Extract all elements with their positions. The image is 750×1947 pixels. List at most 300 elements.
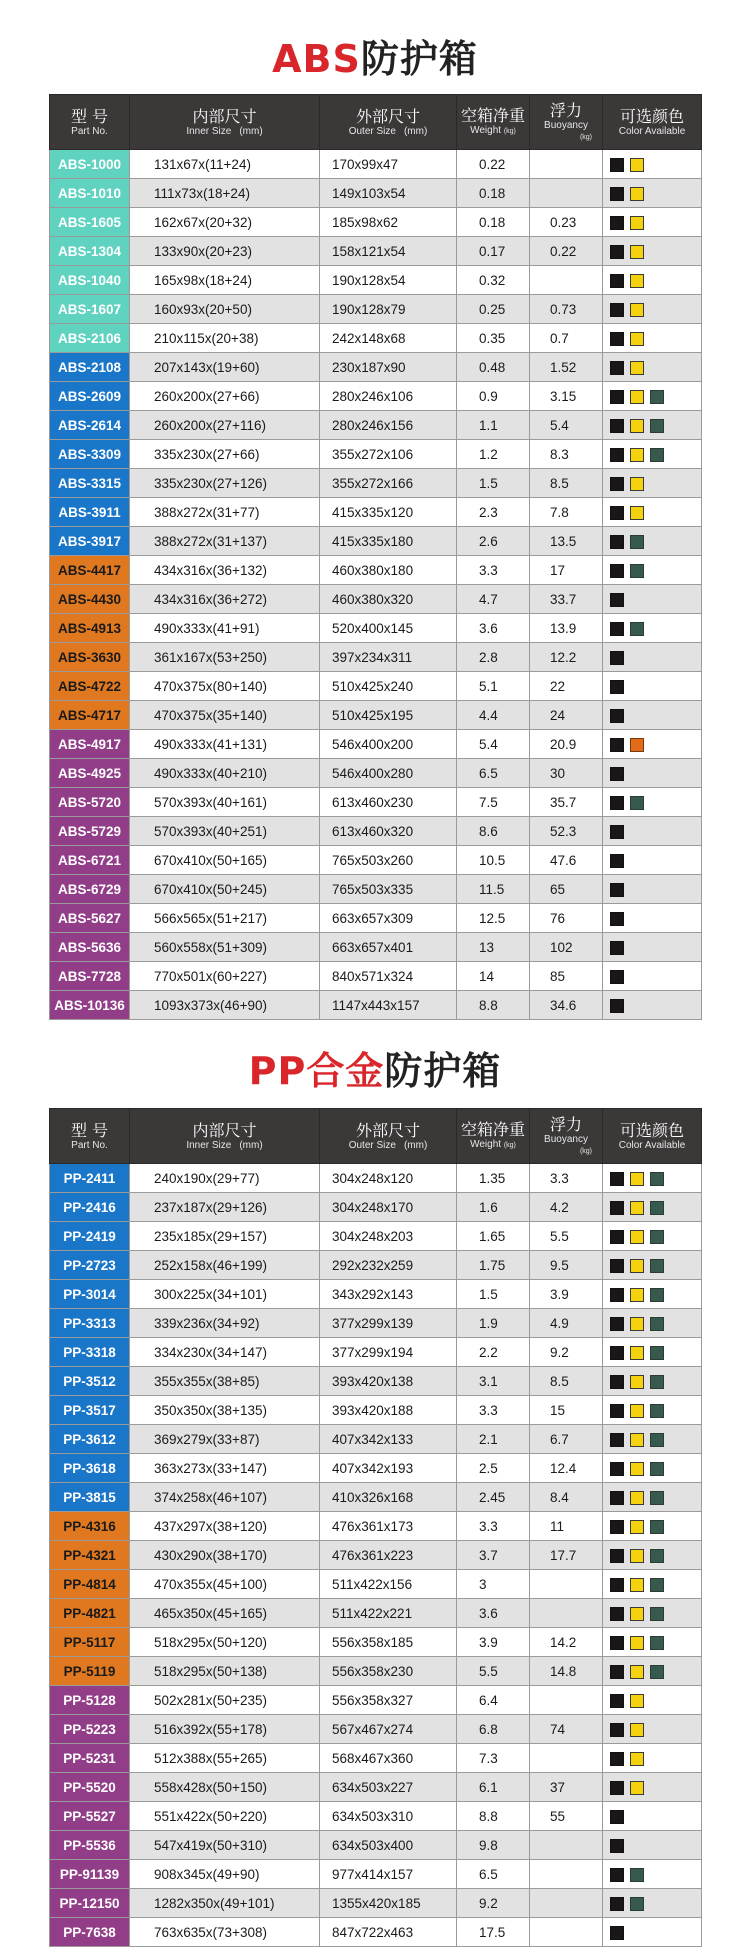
model-cell: PP-5119 xyxy=(50,1657,130,1686)
black-color-swatch xyxy=(610,1230,624,1244)
outer-size-cell: 377x299x194 xyxy=(320,1338,457,1367)
table-row xyxy=(50,498,702,527)
inner-size-cell: 570x393x(40+161) xyxy=(130,788,320,817)
buoyancy-cell: 20.9 xyxy=(530,730,603,759)
inner-size-cell: 470x375x(35+140) xyxy=(130,701,320,730)
black-color-swatch xyxy=(610,216,624,230)
outer-size-cell: 304x248x170 xyxy=(320,1193,457,1222)
table-row xyxy=(50,1280,702,1309)
inner-size-cell: 670x410x(50+245) xyxy=(130,875,320,904)
outer-size-cell: 546x400x280 xyxy=(320,759,457,788)
black-color-swatch xyxy=(610,1897,624,1911)
table-row xyxy=(50,1338,702,1367)
black-color-swatch xyxy=(610,332,624,346)
black-color-swatch xyxy=(610,1404,624,1418)
model-cell: ABS-3309 xyxy=(50,440,130,469)
table-row xyxy=(50,469,702,498)
outer-size-cell: 304x248x120 xyxy=(320,1164,457,1193)
green-color-swatch xyxy=(650,1520,664,1534)
weight-cell: 0.18 xyxy=(457,179,530,208)
weight-cell: 6.5 xyxy=(457,1860,530,1889)
buoyancy-cell: 11 xyxy=(530,1512,603,1541)
black-color-swatch xyxy=(610,738,624,752)
model-cell: ABS-2106 xyxy=(50,324,130,353)
model-cell: PP-4316 xyxy=(50,1512,130,1541)
outer-size-cell: 1355x420x185 xyxy=(320,1889,457,1918)
yellow-color-swatch xyxy=(630,506,644,520)
black-color-swatch xyxy=(610,564,624,578)
table-row xyxy=(50,1454,702,1483)
yellow-color-swatch xyxy=(630,274,644,288)
inner-size-cell: 374x258x(46+107) xyxy=(130,1483,320,1512)
outer-size-cell: 377x299x139 xyxy=(320,1309,457,1338)
color-swatches-cell xyxy=(603,614,702,643)
black-color-swatch xyxy=(610,1607,624,1621)
model-cell: ABS-5729 xyxy=(50,817,130,846)
buoyancy-cell: 14.8 xyxy=(530,1657,603,1686)
yellow-color-swatch xyxy=(630,1723,644,1737)
table-row xyxy=(50,1686,702,1715)
green-color-swatch xyxy=(650,1462,664,1476)
green-color-swatch xyxy=(650,419,664,433)
green-color-swatch xyxy=(630,1897,644,1911)
table-row xyxy=(50,1483,702,1512)
inner-size-cell: 335x230x(27+126) xyxy=(130,469,320,498)
color-swatches-cell xyxy=(603,933,702,962)
table-row xyxy=(50,933,702,962)
model-cell: PP-5223 xyxy=(50,1715,130,1744)
table-row xyxy=(50,1309,702,1338)
color-swatches-cell xyxy=(603,1715,702,1744)
yellow-color-swatch xyxy=(630,1201,644,1215)
black-color-swatch xyxy=(610,535,624,549)
black-color-swatch xyxy=(610,1926,624,1940)
buoyancy-cell: 8.4 xyxy=(530,1483,603,1512)
color-swatches-cell xyxy=(603,150,702,179)
buoyancy-cell: 74 xyxy=(530,1715,603,1744)
color-swatches-cell xyxy=(603,266,702,295)
color-swatches-cell xyxy=(603,1512,702,1541)
weight-cell: 0.9 xyxy=(457,382,530,411)
black-color-swatch xyxy=(610,274,624,288)
green-color-swatch xyxy=(650,1549,664,1563)
weight-cell: 1.5 xyxy=(457,469,530,498)
table-row xyxy=(50,962,702,991)
black-color-swatch xyxy=(610,680,624,694)
green-color-swatch xyxy=(630,622,644,636)
outer-size-cell: 567x467x274 xyxy=(320,1715,457,1744)
outer-size-cell: 1147x443x157 xyxy=(320,991,457,1020)
inner-size-cell: 260x200x(27+66) xyxy=(130,382,320,411)
color-swatches-cell xyxy=(603,1483,702,1512)
buoyancy-cell: 12.4 xyxy=(530,1454,603,1483)
buoyancy-cell: 3.3 xyxy=(530,1164,603,1193)
color-swatches-cell xyxy=(603,1889,702,1918)
color-swatches-cell xyxy=(603,1628,702,1657)
abs-header-row xyxy=(50,95,702,150)
green-color-swatch xyxy=(650,1433,664,1447)
inner-size-cell: 207x143x(19+60) xyxy=(130,353,320,382)
black-color-swatch xyxy=(610,854,624,868)
inner-size-cell: 558x428x(50+150) xyxy=(130,1773,320,1802)
table-row xyxy=(50,1164,702,1193)
outer-size-cell: 556x358x230 xyxy=(320,1657,457,1686)
inner-size-cell: 300x225x(34+101) xyxy=(130,1280,320,1309)
weight-cell: 3.3 xyxy=(457,556,530,585)
color-swatches-cell xyxy=(603,353,702,382)
black-color-swatch xyxy=(610,1578,624,1592)
yellow-color-swatch xyxy=(630,1752,644,1766)
outer-size-cell: 840x571x324 xyxy=(320,962,457,991)
green-color-swatch xyxy=(650,1665,664,1679)
model-cell: PP-4821 xyxy=(50,1599,130,1628)
table-row xyxy=(50,730,702,759)
outer-size-cell: 280x246x106 xyxy=(320,382,457,411)
black-color-swatch xyxy=(610,361,624,375)
model-cell: ABS-1000 xyxy=(50,150,130,179)
header-color: 可选颜色 Color Available xyxy=(603,1109,702,1164)
inner-size-cell: 434x316x(36+272) xyxy=(130,585,320,614)
buoyancy-cell xyxy=(530,179,603,208)
color-swatches-cell xyxy=(603,1686,702,1715)
color-swatches-cell xyxy=(603,1657,702,1686)
table-row xyxy=(50,614,702,643)
header-model: 型 号 Part No. xyxy=(50,95,130,150)
table-row xyxy=(50,1831,702,1860)
black-color-swatch xyxy=(610,767,624,781)
black-color-swatch xyxy=(610,1723,624,1737)
outer-size-cell: 190x128x79 xyxy=(320,295,457,324)
weight-cell: 10.5 xyxy=(457,846,530,875)
weight-cell: 1.65 xyxy=(457,1222,530,1251)
black-color-swatch xyxy=(610,709,624,723)
inner-size-cell: 388x272x(31+77) xyxy=(130,498,320,527)
weight-cell: 2.5 xyxy=(457,1454,530,1483)
buoyancy-cell: 8.3 xyxy=(530,440,603,469)
buoyancy-cell: 3.15 xyxy=(530,382,603,411)
black-color-swatch xyxy=(610,593,624,607)
table-row xyxy=(50,237,702,266)
buoyancy-cell: 22 xyxy=(530,672,603,701)
model-cell: PP-3014 xyxy=(50,1280,130,1309)
model-cell: PP-3517 xyxy=(50,1396,130,1425)
black-color-swatch xyxy=(610,1201,624,1215)
inner-size-cell: 763x635x(73+308) xyxy=(130,1918,320,1947)
weight-cell: 1.6 xyxy=(457,1193,530,1222)
buoyancy-cell: 76 xyxy=(530,904,603,933)
black-color-swatch xyxy=(610,999,624,1013)
color-swatches-cell xyxy=(603,1396,702,1425)
inner-size-cell: 165x98x(18+24) xyxy=(130,266,320,295)
yellow-color-swatch xyxy=(630,1433,644,1447)
weight-cell: 5.5 xyxy=(457,1657,530,1686)
abs-section-title xyxy=(0,28,750,83)
inner-size-cell: 470x375x(80+140) xyxy=(130,672,320,701)
weight-cell: 2.2 xyxy=(457,1338,530,1367)
inner-size-cell: 388x272x(31+137) xyxy=(130,527,320,556)
buoyancy-cell: 4.2 xyxy=(530,1193,603,1222)
table-row xyxy=(50,1193,702,1222)
green-color-swatch xyxy=(650,1578,664,1592)
buoyancy-cell xyxy=(530,1599,603,1628)
header-weight: 空箱净重 Weight (kg) xyxy=(457,1109,530,1164)
color-swatches-cell xyxy=(603,1164,702,1193)
weight-cell: 1.1 xyxy=(457,411,530,440)
inner-size-cell: 430x290x(38+170) xyxy=(130,1541,320,1570)
header-buoyancy: 浮力 Buoyancy (kg) xyxy=(530,95,603,150)
inner-size-cell: 240x190x(29+77) xyxy=(130,1164,320,1193)
black-color-swatch xyxy=(610,245,624,259)
model-cell: PP-2411 xyxy=(50,1164,130,1193)
model-cell: ABS-5720 xyxy=(50,788,130,817)
inner-size-cell: 516x392x(55+178) xyxy=(130,1715,320,1744)
weight-cell: 6.8 xyxy=(457,1715,530,1744)
inner-size-cell: 465x350x(45+165) xyxy=(130,1599,320,1628)
model-cell: ABS-5636 xyxy=(50,933,130,962)
black-color-swatch xyxy=(610,448,624,462)
buoyancy-cell xyxy=(530,1831,603,1860)
outer-size-cell: 280x246x156 xyxy=(320,411,457,440)
weight-cell: 0.32 xyxy=(457,266,530,295)
yellow-color-swatch xyxy=(630,448,644,462)
yellow-color-swatch xyxy=(630,1607,644,1621)
table-row xyxy=(50,1657,702,1686)
weight-cell: 3.3 xyxy=(457,1396,530,1425)
model-cell: ABS-1607 xyxy=(50,295,130,324)
inner-size-cell: 566x565x(51+217) xyxy=(130,904,320,933)
weight-cell: 4.7 xyxy=(457,585,530,614)
outer-size-cell: 407x342x133 xyxy=(320,1425,457,1454)
inner-size-cell: 518x295x(50+120) xyxy=(130,1628,320,1657)
model-cell: ABS-3630 xyxy=(50,643,130,672)
black-color-swatch xyxy=(610,970,624,984)
black-color-swatch xyxy=(610,1491,624,1505)
yellow-color-swatch xyxy=(630,1288,644,1302)
black-color-swatch xyxy=(610,1839,624,1853)
table-row xyxy=(50,701,702,730)
yellow-color-swatch xyxy=(630,303,644,317)
model-cell: ABS-6721 xyxy=(50,846,130,875)
color-swatches-cell xyxy=(603,1599,702,1628)
green-color-swatch xyxy=(650,448,664,462)
buoyancy-cell: 65 xyxy=(530,875,603,904)
weight-cell: 0.35 xyxy=(457,324,530,353)
inner-size-cell: 570x393x(40+251) xyxy=(130,817,320,846)
color-swatches-cell xyxy=(603,672,702,701)
model-cell: ABS-5627 xyxy=(50,904,130,933)
inner-size-cell: 518x295x(50+138) xyxy=(130,1657,320,1686)
yellow-color-swatch xyxy=(630,1462,644,1476)
green-color-swatch xyxy=(650,1491,664,1505)
outer-size-cell: 460x380x320 xyxy=(320,585,457,614)
weight-cell: 1.75 xyxy=(457,1251,530,1280)
weight-cell: 1.5 xyxy=(457,1280,530,1309)
table-row xyxy=(50,411,702,440)
green-color-swatch xyxy=(650,390,664,404)
table-row xyxy=(50,208,702,237)
color-swatches-cell xyxy=(603,237,702,266)
color-swatches-cell xyxy=(603,1744,702,1773)
model-cell: PP-3612 xyxy=(50,1425,130,1454)
black-color-swatch xyxy=(610,1636,624,1650)
weight-cell: 3.1 xyxy=(457,1367,530,1396)
outer-size-cell: 355x272x106 xyxy=(320,440,457,469)
color-swatches-cell xyxy=(603,875,702,904)
color-swatches-cell xyxy=(603,904,702,933)
green-color-swatch xyxy=(650,1317,664,1331)
color-swatches-cell xyxy=(603,759,702,788)
table-row xyxy=(50,1744,702,1773)
yellow-color-swatch xyxy=(630,187,644,201)
table-row xyxy=(50,324,702,353)
weight-cell: 6.4 xyxy=(457,1686,530,1715)
model-cell: ABS-3917 xyxy=(50,527,130,556)
outer-size-cell: 460x380x180 xyxy=(320,556,457,585)
model-cell: ABS-4925 xyxy=(50,759,130,788)
pp-title-cn: 防护箱 xyxy=(384,1049,502,1093)
abs-table-body xyxy=(50,150,702,1020)
model-cell: ABS-1304 xyxy=(50,237,130,266)
weight-cell: 3.7 xyxy=(457,1541,530,1570)
outer-size-cell: 765x503x335 xyxy=(320,875,457,904)
yellow-color-swatch xyxy=(630,1520,644,1534)
weight-cell: 13 xyxy=(457,933,530,962)
color-swatches-cell xyxy=(603,1454,702,1483)
buoyancy-cell: 7.8 xyxy=(530,498,603,527)
color-swatches-cell xyxy=(603,1570,702,1599)
black-color-swatch xyxy=(610,1375,624,1389)
green-color-swatch xyxy=(650,1172,664,1186)
outer-size-cell: 510x425x195 xyxy=(320,701,457,730)
black-color-swatch xyxy=(610,1172,624,1186)
weight-cell: 17.5 xyxy=(457,1918,530,1947)
outer-size-cell: 634x503x400 xyxy=(320,1831,457,1860)
yellow-color-swatch xyxy=(630,1636,644,1650)
table-row xyxy=(50,1860,702,1889)
pp-spec-table xyxy=(49,1108,702,1947)
buoyancy-cell: 33.7 xyxy=(530,585,603,614)
outer-size-cell: 847x722x463 xyxy=(320,1918,457,1947)
pp-table-body xyxy=(50,1164,702,1947)
table-row xyxy=(50,1715,702,1744)
table-row xyxy=(50,585,702,614)
inner-size-cell: 131x67x(11+24) xyxy=(130,150,320,179)
green-color-swatch xyxy=(630,1868,644,1882)
table-row xyxy=(50,991,702,1020)
green-color-swatch xyxy=(650,1288,664,1302)
outer-size-cell: 393x420x138 xyxy=(320,1367,457,1396)
buoyancy-cell: 8.5 xyxy=(530,469,603,498)
model-cell: ABS-10136 xyxy=(50,991,130,1020)
model-cell: PP-5117 xyxy=(50,1628,130,1657)
color-swatches-cell xyxy=(603,382,702,411)
color-swatches-cell xyxy=(603,701,702,730)
model-cell: ABS-1605 xyxy=(50,208,130,237)
weight-cell: 7.5 xyxy=(457,788,530,817)
buoyancy-cell: 37 xyxy=(530,1773,603,1802)
table-row xyxy=(50,1570,702,1599)
green-color-swatch xyxy=(650,1636,664,1650)
buoyancy-cell: 12.2 xyxy=(530,643,603,672)
model-cell: PP-2419 xyxy=(50,1222,130,1251)
buoyancy-cell xyxy=(530,150,603,179)
buoyancy-cell: 14.2 xyxy=(530,1628,603,1657)
black-color-swatch xyxy=(610,825,624,839)
color-swatches-cell xyxy=(603,527,702,556)
outer-size-cell: 556x358x185 xyxy=(320,1628,457,1657)
model-cell: PP-3313 xyxy=(50,1309,130,1338)
yellow-color-swatch xyxy=(630,1230,644,1244)
model-cell: ABS-7728 xyxy=(50,962,130,991)
table-row xyxy=(50,672,702,701)
yellow-color-swatch xyxy=(630,419,644,433)
buoyancy-cell: 85 xyxy=(530,962,603,991)
buoyancy-cell: 6.7 xyxy=(530,1425,603,1454)
outer-size-cell: 185x98x62 xyxy=(320,208,457,237)
buoyancy-cell: 55 xyxy=(530,1802,603,1831)
header-model: 型 号 Part No. xyxy=(50,1109,130,1164)
yellow-color-swatch xyxy=(630,1665,644,1679)
weight-cell: 7.3 xyxy=(457,1744,530,1773)
yellow-color-swatch xyxy=(630,1259,644,1273)
outer-size-cell: 634x503x227 xyxy=(320,1773,457,1802)
color-swatches-cell xyxy=(603,730,702,759)
color-swatches-cell xyxy=(603,788,702,817)
model-cell: ABS-4917 xyxy=(50,730,130,759)
black-color-swatch xyxy=(610,506,624,520)
outer-size-cell: 415x335x180 xyxy=(320,527,457,556)
color-swatches-cell xyxy=(603,817,702,846)
outer-size-cell: 242x148x68 xyxy=(320,324,457,353)
color-swatches-cell xyxy=(603,469,702,498)
model-cell: ABS-2614 xyxy=(50,411,130,440)
black-color-swatch xyxy=(610,1752,624,1766)
weight-cell: 0.18 xyxy=(457,208,530,237)
outer-size-cell: 343x292x143 xyxy=(320,1280,457,1309)
green-color-swatch xyxy=(650,1375,664,1389)
table-row xyxy=(50,904,702,933)
outer-size-cell: 355x272x166 xyxy=(320,469,457,498)
black-color-swatch xyxy=(610,1462,624,1476)
black-color-swatch xyxy=(610,1781,624,1795)
inner-size-cell: 770x501x(60+227) xyxy=(130,962,320,991)
header-weight: 空箱净重 Weight (kg) xyxy=(457,95,530,150)
black-color-swatch xyxy=(610,651,624,665)
color-swatches-cell xyxy=(603,962,702,991)
buoyancy-cell: 102 xyxy=(530,933,603,962)
inner-size-cell: 490x333x(41+91) xyxy=(130,614,320,643)
outer-size-cell: 556x358x327 xyxy=(320,1686,457,1715)
inner-size-cell: 908x345x(49+90) xyxy=(130,1860,320,1889)
yellow-color-swatch xyxy=(630,332,644,346)
model-cell: PP-5527 xyxy=(50,1802,130,1831)
inner-size-cell: 551x422x(50+220) xyxy=(130,1802,320,1831)
header-inner-size: 内部尺寸 Inner Size (mm) xyxy=(130,95,320,150)
model-cell: PP-5536 xyxy=(50,1831,130,1860)
table-row xyxy=(50,353,702,382)
black-color-swatch xyxy=(610,1520,624,1534)
weight-cell: 8.8 xyxy=(457,991,530,1020)
buoyancy-cell: 4.9 xyxy=(530,1309,603,1338)
weight-cell: 3 xyxy=(457,1570,530,1599)
weight-cell: 5.4 xyxy=(457,730,530,759)
inner-size-cell: 235x185x(29+157) xyxy=(130,1222,320,1251)
inner-size-cell: 490x333x(40+210) xyxy=(130,759,320,788)
yellow-color-swatch xyxy=(630,1578,644,1592)
outer-size-cell: 230x187x90 xyxy=(320,353,457,382)
yellow-color-swatch xyxy=(630,1375,644,1389)
model-cell: ABS-1010 xyxy=(50,179,130,208)
